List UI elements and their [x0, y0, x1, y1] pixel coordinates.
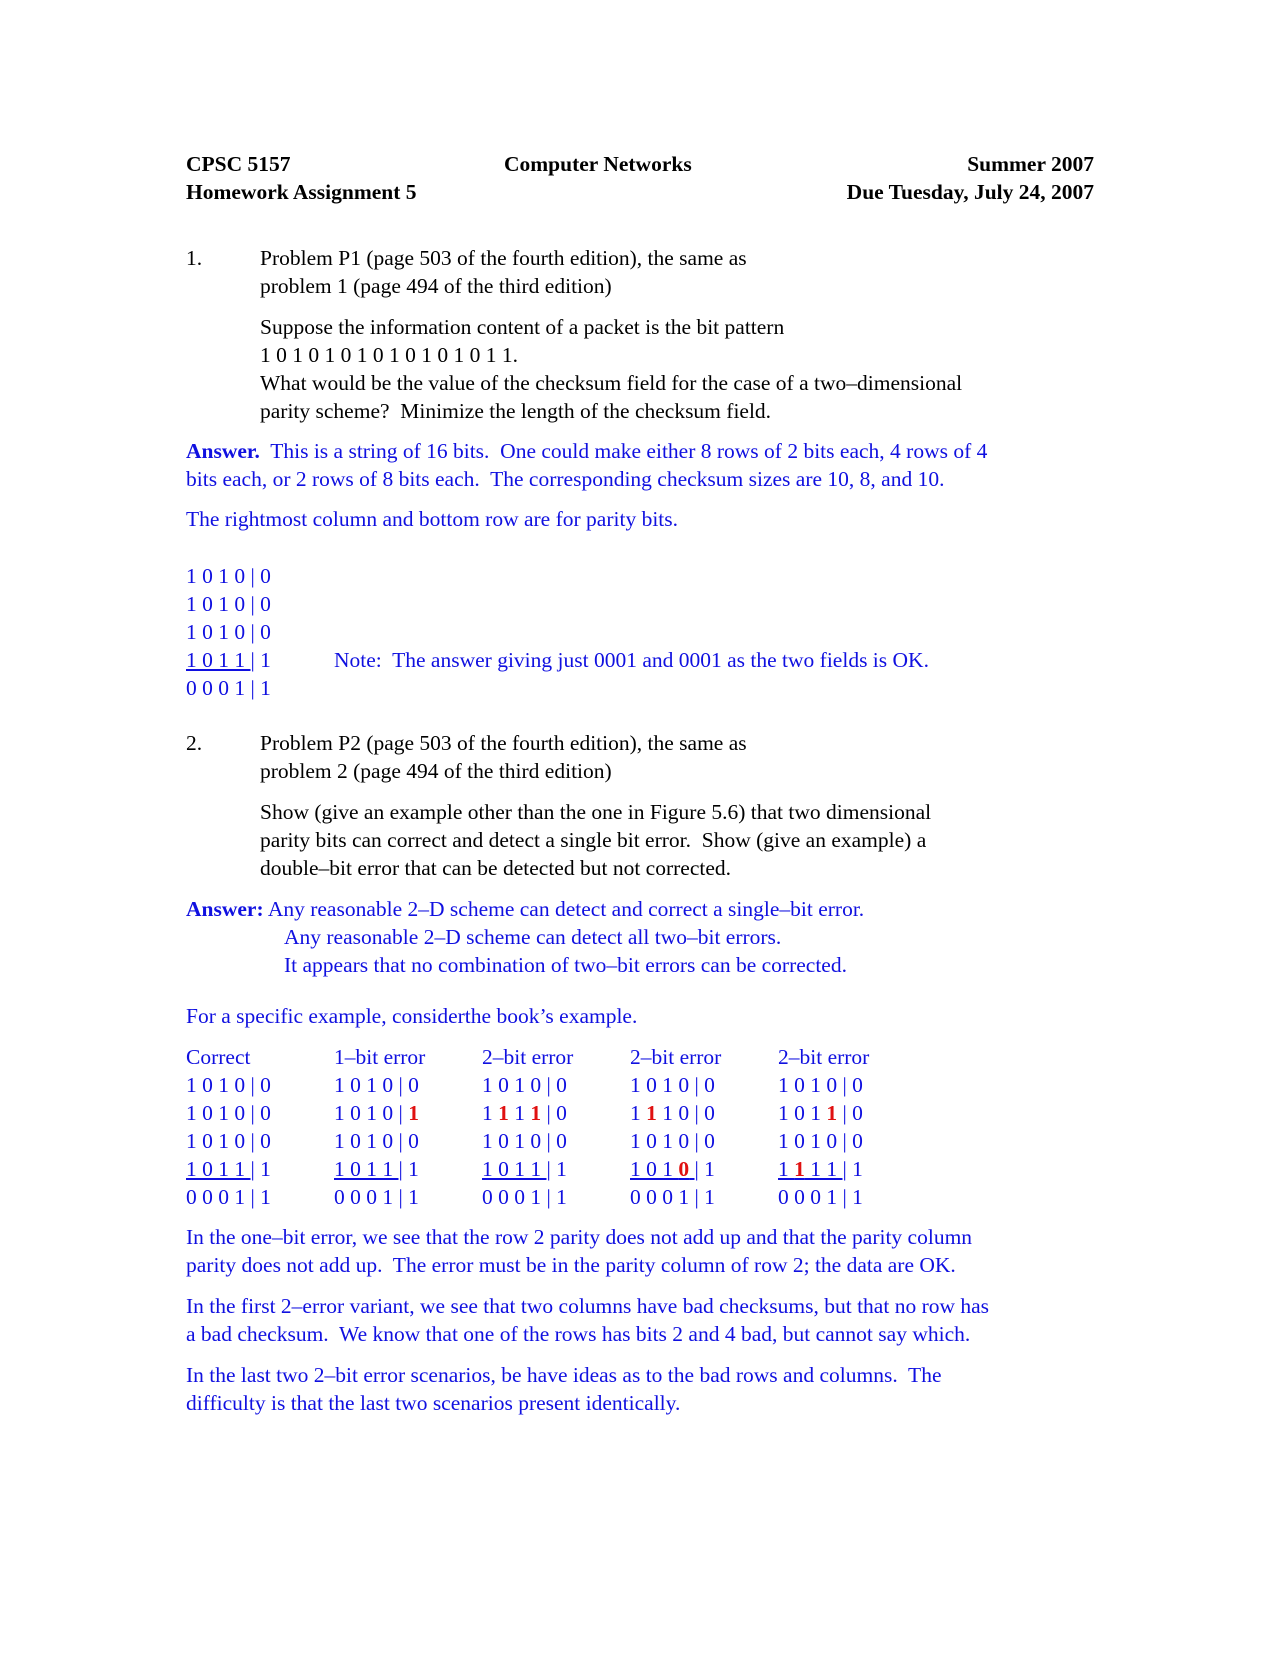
term: Summer 2007: [967, 152, 1094, 176]
q2-title-line2: problem 2 (page 494 of the third edition): [260, 759, 612, 783]
q1-text2: 1 0 1 0 1 0 1 0 1 0 1 0 1 0 1 1.: [260, 343, 518, 367]
assignment-title: Homework Assignment 5: [186, 180, 417, 204]
col-header-2bit-b: 2–bit error: [630, 1045, 722, 1069]
grid-cell: [482, 1155, 567, 1183]
grid-cell: 0 0 0 1 | 1: [630, 1185, 715, 1209]
error-bit: 1: [826, 1101, 838, 1125]
q1-row5: 0 0 0 1 | 1: [186, 676, 271, 700]
col-header-2bit-a: 2–bit error: [482, 1045, 574, 1069]
q1-row1: 1 0 1 0 | 0: [186, 564, 271, 588]
q2-example-intro: For a specific example, considerthe book’s example.: [186, 1004, 638, 1028]
grid-cell: 1 0 1 0 | 0: [630, 1073, 715, 1097]
q2-answer2: Any reasonable 2–D scheme can detect all two–bit errors.: [284, 925, 782, 949]
q1-text4: parity scheme? Minimize the length of the checksum field.: [260, 399, 772, 423]
q2-number: 2.: [186, 731, 203, 755]
grid-cell: 1 0 1 0 | 0: [186, 1129, 271, 1153]
grid-cell: [334, 1155, 419, 1183]
q2-answer-line1: [186, 895, 864, 923]
grid-cell: 1 0 1 0 | 0: [482, 1073, 567, 1097]
grid-cell: 0 0 0 1 | 1: [778, 1185, 863, 1209]
grid-text: 1: [778, 1157, 795, 1181]
due-date: Due Tuesday, July 24, 2007: [846, 180, 1094, 204]
grid-text: 1 0 1 0 |: [334, 1101, 409, 1125]
grid-cell: 1 0 1 0 | 0: [334, 1129, 419, 1153]
q1-answer-label: Answer.: [186, 439, 260, 463]
col-header-2bit-c: 2–bit error: [778, 1045, 870, 1069]
course-code: CPSC 5157: [186, 152, 291, 176]
q1-row4-parity: | 1: [250, 648, 271, 672]
error-bit: 1: [794, 1157, 805, 1181]
para2-line1: In the first 2–error variant, we see that two columns have bad checksums, but that no row has: [186, 1294, 990, 1318]
grid-text: 1: [508, 1101, 531, 1125]
grid-cell: 1 0 1 0 | 0: [186, 1101, 271, 1125]
grid-cell: 1 0 1 0 | 0: [186, 1073, 271, 1097]
q1-text1: Suppose the information content of a packet is the bit pattern: [260, 315, 785, 339]
q1-title-line1: Problem P1 (page 503 of the fourth edition), the same as: [260, 246, 747, 270]
grid-cell: [186, 1155, 271, 1183]
grid-text: 1 0 1 1: [334, 1157, 399, 1181]
grid-cell: [630, 1099, 715, 1127]
grid-text: | 1: [694, 1157, 715, 1181]
q2-answer3: It appears that no combination of two–bit errors can be corrected.: [284, 953, 847, 977]
grid-cell: [778, 1099, 863, 1127]
para1-line2: parity does not add up. The error must be in the parity column of row 2; the data are OK.: [186, 1253, 956, 1277]
q2-title-line1: Problem P2 (page 503 of the fourth edition), the same as: [260, 731, 747, 755]
grid-text: | 1: [842, 1157, 863, 1181]
course-title: Computer Networks: [504, 152, 692, 176]
col-header-1bit: 1–bit error: [334, 1045, 426, 1069]
q2-answer-label: Answer:: [186, 897, 264, 921]
grid-cell: 1 0 1 0 | 0: [482, 1129, 567, 1153]
q2-text1: Show (give an example other than the one in Figure 5.6) that two dimensional: [260, 800, 932, 824]
error-bit: 1: [408, 1101, 419, 1125]
q1-row3: 1 0 1 0 | 0: [186, 620, 271, 644]
grid-text: | 1: [250, 1157, 271, 1181]
q1-answer3: The rightmost column and bottom row are for parity bits.: [186, 507, 679, 531]
grid-cell: 1 0 1 0 | 0: [334, 1073, 419, 1097]
q1-row4-data: 1 0 1 1: [186, 648, 251, 672]
grid-text: | 0: [541, 1101, 567, 1125]
grid-cell: [778, 1155, 863, 1183]
grid-text: 1: [630, 1101, 647, 1125]
col-header-correct: Correct: [186, 1045, 251, 1069]
grid-cell: [482, 1099, 567, 1127]
grid-cell: 1 0 1 0 | 0: [630, 1129, 715, 1153]
grid-cell: [630, 1155, 715, 1183]
grid-text: 1 0 1: [630, 1157, 679, 1181]
q1-answer2: bits each, or 2 rows of 8 bits each. The corresponding checksum sizes are 10, 8, and 10.: [186, 467, 945, 491]
grid-text: 1: [482, 1101, 499, 1125]
grid-text: | 1: [398, 1157, 419, 1181]
q1-answer1: This is a string of 16 bits. One could make either 8 rows of 2 bits each, 4 rows of 4: [259, 439, 988, 463]
grid-text: 1 0 1: [778, 1101, 827, 1125]
q1-row2: 1 0 1 0 | 0: [186, 592, 271, 616]
error-bit: 1: [646, 1101, 657, 1125]
grid-cell: 0 0 0 1 | 1: [482, 1185, 567, 1209]
q1-text3: What would be the value of the checksum field for the case of a two–dimensional: [260, 371, 963, 395]
q1-answer-line1: [186, 437, 987, 465]
q2-answer1: Any reasonable 2–D scheme can detect and correct a single–bit error.: [263, 897, 865, 921]
grid-cell: [334, 1099, 419, 1127]
grid-text: 1 0 1 1: [186, 1157, 251, 1181]
q1-note: Note: The answer giving just 0001 and 0001 as the two fields is OK.: [334, 648, 929, 672]
q1-title-line2: problem 1 (page 494 of the third edition): [260, 274, 612, 298]
grid-text: 1 0 1 1: [482, 1157, 547, 1181]
q2-text2: parity bits can correct and detect a single bit error. Show (give an example) a: [260, 828, 927, 852]
grid-text: | 1: [546, 1157, 567, 1181]
grid-text: 1 1: [804, 1157, 843, 1181]
error-bit: 0: [678, 1157, 690, 1181]
grid-cell: 0 0 0 1 | 1: [186, 1185, 271, 1209]
para3-line2: difficulty is that the last two scenarios present identically.: [186, 1391, 681, 1415]
grid-text: [630, 1157, 695, 1181]
grid-cell: 1 0 1 0 | 0: [778, 1073, 863, 1097]
grid-cell: 0 0 0 1 | 1: [334, 1185, 419, 1209]
grid-text: [778, 1157, 843, 1181]
para3-line1: In the last two 2–bit error scenarios, be have ideas as to the bad rows and columns. The: [186, 1363, 942, 1387]
grid-text: 1 0 | 0: [656, 1101, 715, 1125]
para1-line1: In the one–bit error, we see that the row 2 parity does not add up and that the parity column: [186, 1225, 973, 1249]
q1-row4: [186, 646, 271, 674]
error-bit: 1: [530, 1101, 542, 1125]
para2-line2: a bad checksum. We know that one of the rows has bits 2 and 4 bad, but cannot say which.: [186, 1322, 971, 1346]
grid-cell: 1 0 1 0 | 0: [778, 1129, 863, 1153]
error-bit: 1: [498, 1101, 509, 1125]
grid-text: | 0: [837, 1101, 863, 1125]
q1-number: 1.: [186, 246, 203, 270]
q2-text3: double–bit error that can be detected but not corrected.: [260, 856, 732, 880]
